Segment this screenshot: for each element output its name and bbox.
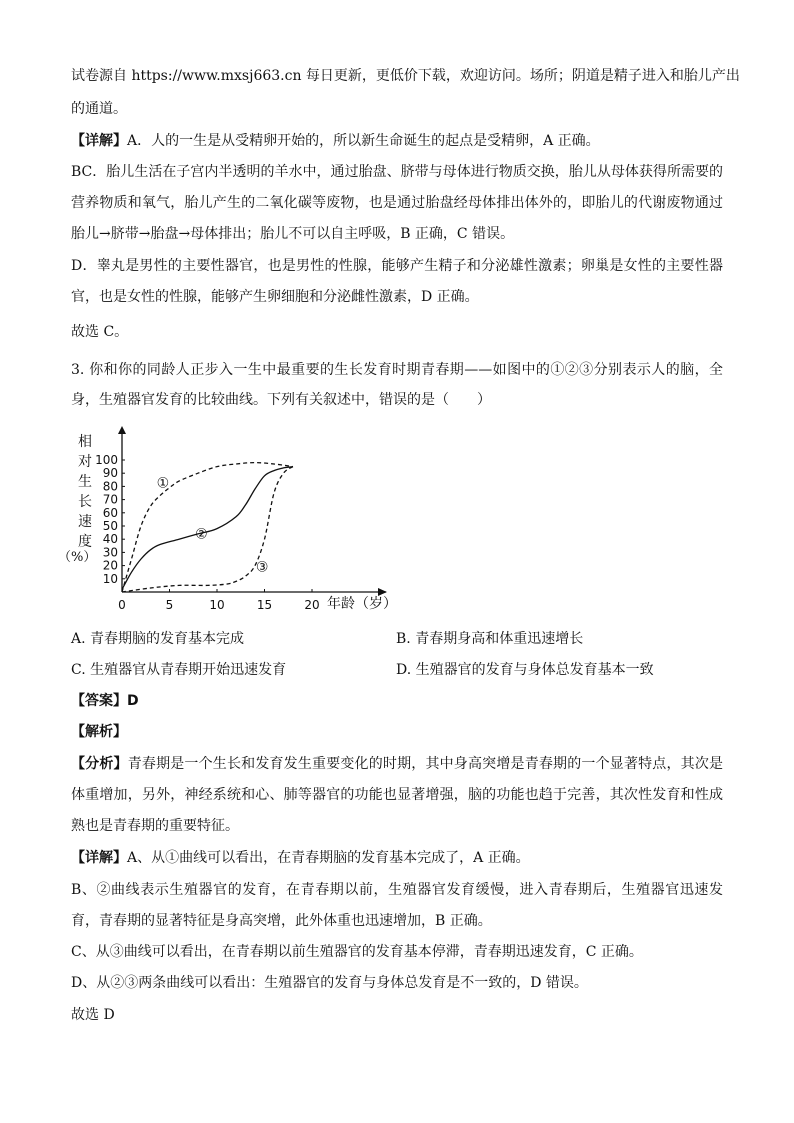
detail-line: D、从②③两条曲线可以看出：生殖器官的发育与身体总发育是不一致的，D 错误。: [71, 975, 588, 991]
y-tick-label: 80: [102, 479, 118, 494]
y-axis-arrow: [118, 426, 126, 434]
detail-line: 【详解】A、从①曲线可以看出，在青春期脑的发育基本完成了，A 正确。: [71, 850, 530, 866]
detail-line: B、②曲线表示生殖器官的发育，在青春期以前，生殖器官发育缓慢，进入青春期后，生殖器官迅速发: [71, 882, 723, 898]
question-stem: 3. 你和你的同龄人正步入一生中最重要的生长发育时期青春期——如图中的①②③分别表示人的脑，全: [71, 362, 723, 378]
section-tag-analysis: 【分析】: [71, 756, 128, 772]
answer-line: 【答案】D: [71, 693, 139, 709]
y-tick-label: 20: [102, 558, 118, 573]
x-tick-label: 15: [256, 598, 273, 612]
x-tick-label: 10: [209, 598, 225, 612]
text-line: D．睾丸是男性的主要性器官，也是男性的性腺，能够产生精子和分泌雄性激素；卵巢是女性的主要性器: [71, 258, 723, 274]
x-tick-label: 5: [165, 598, 174, 612]
curve-label-1: ①: [156, 475, 170, 492]
section-tag-detail: 【详解】: [71, 850, 127, 866]
detail-line: 育，青春期的显著特征是身高突增，此外体重也迅速增加，B 正确。: [71, 913, 492, 929]
source-line: 试卷源自 https://www.mxsj663.cn 每日更新，更低价下载，欢迎访问。场所；阴道是精子进入和胎儿产出: [71, 68, 740, 84]
option-d[interactable]: D. 生殖器官的发育与身体总发育基本一致: [396, 662, 654, 678]
chart-y-label: 相 对 生 长 速 度: [78, 434, 92, 550]
question-stem: 身，生殖器官发育的比较曲线。下列有关叙述中，错误的是（ ）: [71, 392, 491, 408]
text-line: 【详解】A．人的一生是从受精卵开始的，所以新生命诞生的起点是受精卵，A 正确。: [71, 133, 600, 149]
y-tick-label: 100: [95, 453, 118, 467]
y-tick-label: 50: [102, 519, 118, 533]
y-tick-label: 60: [102, 505, 118, 520]
curve-label-3: ③: [255, 559, 269, 576]
y-tick-label: 70: [102, 492, 118, 507]
analysis-line: 体重增加，另外，神经系统和心、肺等器官的功能也显著增强，脑的功能也趋于完善，其次性发育和性成: [71, 787, 723, 803]
y-tick-label: 30: [102, 545, 118, 560]
x-tick-label: 0: [118, 598, 126, 612]
analysis-line: 熟也是青春期的重要特征。: [71, 818, 239, 834]
chart-y-unit: （%）: [58, 550, 97, 565]
option-a[interactable]: A. 青春期脑的发育基本完成: [71, 631, 245, 647]
detail-line: C、从③曲线可以看出，在青春期以前生殖器官的发育基本停滞，青春期迅速发育，C 正确。: [71, 944, 643, 960]
curve-label-2: ②: [195, 526, 208, 543]
x-tick-label: 20: [304, 598, 320, 612]
conclusion-line: 故选 C。: [71, 324, 129, 340]
text-line: 的通道。: [71, 101, 127, 117]
text-line: BC．胎儿生活在子宫内半透明的羊水中，通过胎盘、脐带与母体进行物质交换，胎儿从母体获得所需要的: [71, 164, 723, 180]
y-tick-label: 90: [102, 466, 118, 481]
analysis-line: 【分析】青春期是一个生长和发育发生重要变化的时期，其中身高突增是青春期的一个显著特点，其次是: [71, 756, 724, 772]
analysis-heading: 【解析】: [71, 724, 127, 740]
conclusion-line: 故选 D: [71, 1007, 115, 1023]
text-line: 官，也是女性的性腺，能够产生卵细胞和分泌雌性激素，D 正确。: [71, 289, 479, 305]
text-line: 营养物质和氧气，胎儿产生的二氧化碳等废物，也是通过胎盘经母体排出体外的，即胎儿的代谢废物通过: [71, 195, 723, 211]
option-c[interactable]: C. 生殖器官从青春期开始迅速发育: [71, 662, 287, 678]
y-tick-label: 40: [102, 532, 118, 547]
growth-curve-chart: [56, 420, 416, 620]
text-line: 胎儿→脐带→胎盘→母体排出；胎儿不可以自主呼吸，B 正确，C 错误。: [71, 226, 515, 242]
section-tag-detail: 【详解】: [71, 133, 127, 149]
chart-x-label: 年龄（岁）: [327, 596, 397, 612]
option-b[interactable]: B. 青春期身高和体重迅速增长: [396, 631, 584, 647]
y-tick-label: 10: [102, 571, 118, 586]
chart-curve-labels: [157, 476, 269, 576]
